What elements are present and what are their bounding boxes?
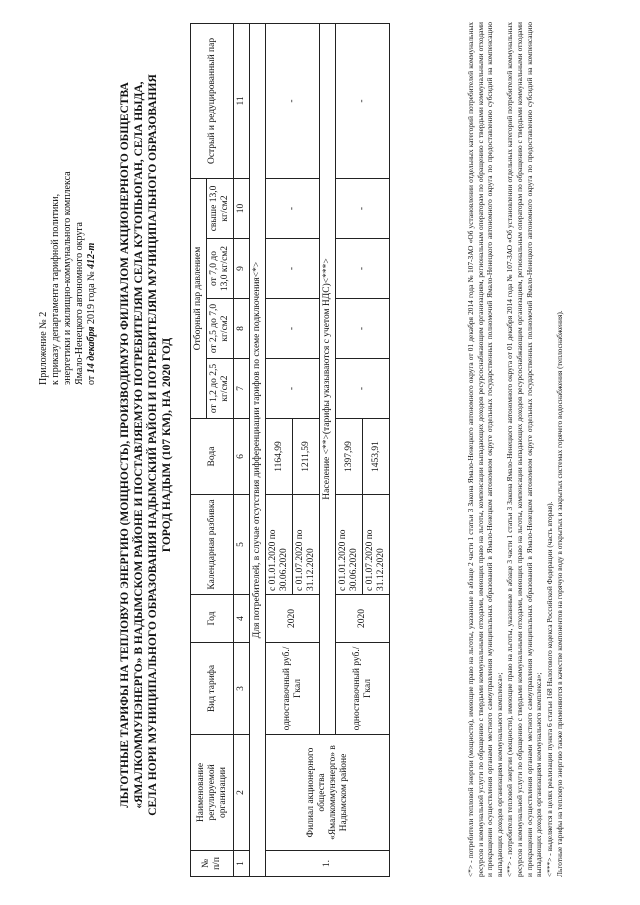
water-value: 1453,91 bbox=[363, 419, 390, 495]
header-tariff-type: Вид тарифа bbox=[191, 643, 234, 735]
header-year: Год bbox=[191, 595, 234, 643]
water-value: 1164,99 bbox=[266, 419, 293, 495]
section-consumers: Для потребителей, в случае отсутствия дифференциации тарифов по схеме подключения<*> bbox=[250, 23, 266, 876]
period-cell: с 01.07.2020 по 31.12.2020 bbox=[293, 495, 320, 595]
header-num: № п/п bbox=[191, 851, 234, 877]
row-number: 1. bbox=[266, 851, 390, 877]
tariff-table bbox=[190, 23, 390, 877]
period-cell: с 01.01.2020 по 30.06.2020 bbox=[336, 495, 363, 595]
header-steam-3: от 7,0 до 13,0 кг/см2 bbox=[207, 239, 234, 299]
handwritten-date: 14 декабря bbox=[86, 326, 97, 374]
section-population: Население <**>(тарифы указываются с учетом НДС)<***> bbox=[320, 23, 336, 734]
handwritten-number: 412-т bbox=[86, 242, 97, 269]
approval-block bbox=[38, 85, 98, 385]
approval-line-3: Ямало-Ненецкого автономного округа bbox=[74, 222, 85, 385]
appendix-label: Приложение № 2 bbox=[38, 311, 49, 385]
table-row: одноставочный руб./Гкал 2020 с 01.01.2020 по 30.06.2020 1397,99 - - - - - bbox=[336, 23, 363, 876]
footnote-4: Льготные тарифы на тепловую энергию также применяются в качестве компонентов на горячую воду в открытых и закрытых системах горячего водоснабжения (теплоснабжения). bbox=[555, 310, 565, 877]
period-cell: с 01.01.2020 по 30.06.2020 bbox=[266, 495, 293, 595]
header-steam-4: свыше 13,0 кг/см2 bbox=[207, 178, 234, 238]
header-steam-2: от 2,5 до 7,0 кг/см2 bbox=[207, 299, 234, 359]
year-cell: 2020 bbox=[336, 595, 390, 643]
organization-name: Филиал акционерного общества «Ямалкоммунэнерго» в Надымском районе bbox=[266, 735, 390, 851]
table-row: 1. Филиал акционерного общества «Ямалкоммунэнерго» в Надымском районе одноставочный руб./Гкал 2020 с 01.01.2020 по 30.06.2020 1164,99 - - - - - bbox=[266, 23, 293, 876]
index-row: 1 2 3 4 5 6 7 8 9 10 11 bbox=[234, 23, 250, 876]
header-steam-1: от 1,2 до 2,5 кг/см2 bbox=[207, 359, 234, 419]
year-cell: 2020 bbox=[266, 595, 320, 643]
header-org: Наименование регулируемой организации bbox=[191, 735, 234, 851]
header-steam: Отборный пар давлением bbox=[191, 178, 207, 418]
header-sharp-steam: Острый и редуцированный пар bbox=[191, 23, 234, 178]
footnotes bbox=[466, 22, 566, 877]
footnote-2: <**> - потребители тепловой энергии (мощности), имеющие право на льготы, указанные в абзаце 3 части 1 статьи 3 Закона Ямало-Ненецкого автономного округа от 01 декабря 2014 года № 107-ЗАО «Об установлении отдельных категорий потребителей коммунальных ресурсов и коммунальной услуги по обращению с твердыми коммунальными отходами, имеющих право на льготы, компенсации выпадающих доходов ресурсоснабжающим организациям, региональным операторам по обращению с твердыми коммунальными отходами и прекращении осуществления органами местного самоуправления муниципальных образований в Ямало-Ненецком автономном округе отдельных государственных полномочий Ямало-Ненецкого автономного округа по предоставлению субсидий на компенсацию выпадающих доходов организациям коммунального комплекса»; bbox=[505, 22, 544, 877]
document-title: ЛЬГОТНЫЕ ТАРИФЫ НА ТЕПЛОВУЮ ЭНЕРГИЮ (МОЩНОСТЬ), ПРОИЗВОДИМУЮ ФИЛИАЛОМ АКЦИОНЕРНОГО ОБЩЕСТВА «ЯМАЛКОММУНЭНЕРГО» В НАДЫМСКОМ РАЙОНЕ И ПОСТАВЛЯЕМУЮ ПОТРЕБИТЕЛЯМ СЕЛА КУТОПЬЮГАН, СЕЛА НЫДА, СЕЛА НОРИ МУНИЦИПАЛЬНОГО ОБРАЗОВАНИЯ НАДЫМСКИЙ РАЙОН И ПОТРЕБИТЕЛЯМ МУНИЦИПАЛЬНОГО ОБРАЗОВАНИЯ ГОРОД НАДЫМ (107 КМ), НА 2020 ГОД bbox=[119, 74, 173, 816]
header-calendar: Календарная разбивка bbox=[191, 495, 234, 595]
footnote-1: <*> - потребители тепловой энергии (мощности), имеющие право на льготы, указанные в абзаце 2 части 1 статьи 3 Закона Ямало-Ненецкого автономного округа от 01 декабря 2014 года № 107-ЗАО «Об установлении отдельных категорий потребителей коммунальных ресурсов и коммунальной услуги по обращению с твердыми коммунальными отходами, имеющих право на льготы, компенсации выпадающих доходов ресурсоснабжающим организациям, региональным операторам по обращению с твердыми коммунальными отходами и прекращении осуществления органами местного самоуправления муниципальных образований в Ямало-Ненецком автономном округе отдельных государственных полномочий Ямало-Ненецкого автономного округа по предоставлению субсидий на компенсацию выпадающих доходов организациям коммунального комплекса»; bbox=[466, 22, 504, 877]
period-cell: с 01.07.2020 по 31.12.2020 bbox=[363, 495, 390, 595]
water-value: 1211,59 bbox=[293, 419, 320, 495]
tariff-type-cell: одноставочный руб./Гкал bbox=[336, 643, 390, 735]
header-water: Вода bbox=[191, 419, 234, 495]
tariff-type-cell: одноставочный руб./Гкал bbox=[266, 643, 320, 735]
approval-date-line: от 14 декабря 2019 года № 412-т bbox=[86, 242, 97, 385]
approval-line-1: к приказу департамента тарифной политики, bbox=[50, 193, 61, 385]
footnote-3: <***> - выделяется в целях реализации пункта 6 статьи 168 Налогового кодекса Российской Федерации (часть вторая). bbox=[544, 501, 554, 877]
water-value: 1397,99 bbox=[336, 419, 363, 495]
approval-line-2: энергетики и жилищно-коммунального комплекса bbox=[62, 171, 73, 385]
